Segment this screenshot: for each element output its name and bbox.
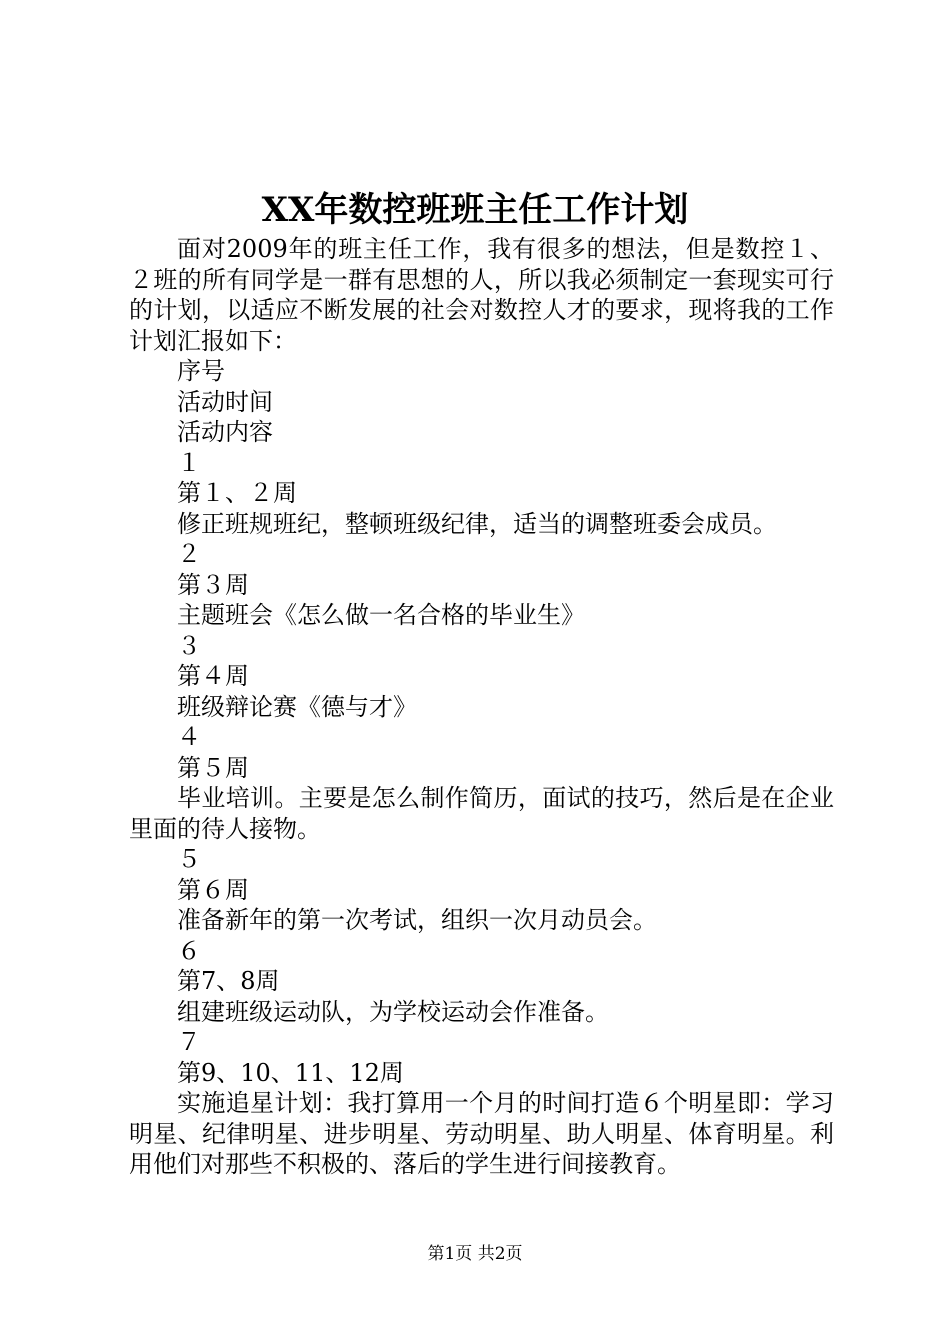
document-body [129, 234, 834, 1180]
intro-paragraph: 面对2009年的班主任工作，我有很多的想法，但是数控１、２班的所有同学是一群有思想的人，所以我必须制定一套现实可行的计划，以适应不断发展的社会对数控人才的要求，现将我的工作计划汇报如下： [129, 235, 834, 355]
row-6-time: 第7、8周 [177, 967, 280, 995]
header-activity-content: 活动内容 [177, 418, 273, 446]
row-5-time: 第６周 [177, 875, 249, 904]
row-7-number: ７ [177, 1028, 201, 1056]
row-7-content: 实施追星计划：我打算用一个月的时间打造６个明星即：学习明星、纪律明星、进步明星、劳动明星、助人明星、体育明星。利用他们对那些不积极的、落后的学生进行间接教育。 [129, 1089, 834, 1178]
row-6-number: ６ [177, 936, 201, 965]
row-4-content: 毕业培训。主要是怎么制作简历，面试的技巧，然后是在企业里面的待人接物。 [129, 784, 834, 843]
row-2-time: 第３周 [177, 570, 249, 599]
row-1-number: １ [177, 448, 201, 477]
page-footer: 第1页 共2页 [427, 1244, 523, 1264]
row-3-time: 第４周 [177, 662, 249, 690]
row-5-number: ５ [177, 845, 201, 873]
row-4-time: 第５周 [177, 753, 249, 782]
row-1-content: 修正班规班纪，整顿班级纪律，适当的调整班委会成员。 [177, 509, 777, 538]
row-3-content: 班级辩论赛《德与才》 [177, 692, 417, 721]
row-6-content: 组建班级运动队，为学校运动会作准备。 [177, 997, 609, 1026]
header-activity-time: 活动时间 [177, 387, 273, 416]
row-7-time: 第9、10、11、12周 [177, 1058, 404, 1087]
document-title: XX年数控班班主任工作计划 [261, 190, 689, 230]
row-5-content: 准备新年的第一次考试，组织一次月动员会。 [177, 906, 657, 934]
row-2-content: 主题班会《怎么做一名合格的毕业生》 [177, 601, 585, 629]
row-2-number: ２ [177, 540, 201, 568]
row-3-number: ３ [177, 631, 201, 660]
row-4-number: ４ [177, 723, 201, 751]
header-serial-number: 序号 [177, 357, 225, 385]
row-1-time: 第１、２周 [177, 479, 297, 507]
